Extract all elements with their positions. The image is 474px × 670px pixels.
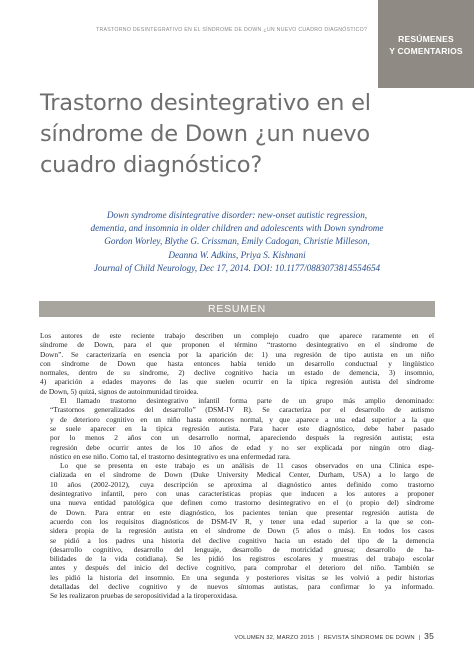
source-reference — [0, 209, 474, 275]
section-banner: RESUMEN — [39, 301, 435, 317]
body-line: normales, dentro de su síndrome, 2) declive cognitivo hacia un estado de demencia, 3) insomnio, — [40, 368, 434, 378]
footer-separator: | — [317, 635, 320, 641]
body-line: les pidió la historia del insomnio. En una segunda y posteriores visitas se les volvió a pedir historias — [50, 572, 434, 582]
body-line: 10 años (2002-2012), cuya descripción se aproxima al diagnóstico antes definido como trastorno — [50, 479, 434, 489]
body-line: con síndrome de Down que hasta entonces había tenido un desarrollo conductual y lingüístico — [40, 358, 434, 368]
body-line: bilidades de la vida cotidiana). Se les pidió los registros escolares y muestras del trabajo escolar — [50, 554, 434, 564]
body-line: detalladas del declive cognitivo y de nuevos síntomas autistas, para confirmar lo ya informado. — [50, 582, 434, 592]
body-line: Down”. Se caracterizaría en esencia por la aparición de: 1) una regresión de tipo autista en un niño — [40, 349, 434, 359]
body-paragraph — [40, 461, 434, 600]
body-line: antes y después del inicio del declive cognitivo, para comprobar el deterioro del niño. También se — [50, 563, 434, 573]
section-tab-line: RESÚMENES — [398, 34, 454, 44]
body-line: 4) aparición a edades mayores de las que suelen ocurrir en la típica regresión autista del síndrome — [40, 377, 434, 387]
body-line: acuerdo con los requisitos diagnósticos de DSM-IV R, y tener una edad superior a la que se con- — [50, 516, 434, 526]
body-line: cializada en el síndrome de Down (Duke University Medical Center, Durham, USA) a lo largo de — [50, 470, 434, 480]
footer-journal: REVISTA SÍNDROME DE DOWN — [323, 635, 415, 641]
body-line: de Down. Para entrar en este diagnóstico, los pacientes tenían que presentar regresión autista de — [50, 507, 434, 517]
body-line: Los autores de este reciente trabajo describen un complejo cuadro que aparece raramente en el — [40, 331, 434, 340]
body-line: regresión debe ocurrir antes de los 10 años de edad y no ser explicada por ningún otro diag- — [50, 442, 434, 452]
footer-separator: | — [418, 635, 421, 641]
body-text — [40, 331, 434, 601]
body-line: síndrome de Down, para el que proponen el término “trastorno desintegrativo en el síndrome de — [40, 340, 434, 350]
body-line: Lo que se presenta en este trabajo es un análisis de 11 casos observados en una Clínica espe- — [60, 461, 434, 471]
section-tab-line: Y COMENTARIOS — [389, 46, 463, 56]
reference-line: dementia, and insomnia in older children and adolescents with Down syndrome — [90, 223, 384, 234]
body-line: una nueva entidad patológica que definen como trastorno desintegrativo en el (o propio del) síndrome — [50, 498, 434, 508]
reference-line: Deanna W. Adkins, Priya S. Kishnani — [168, 249, 306, 260]
page-footer — [0, 631, 434, 641]
body-line: de Down, 5) quizá, signos de autoinmunidad tiroidea. — [40, 386, 199, 396]
body-line: Se les realizaron pruebas de seropositividad a la tiroperoxidasa. — [50, 591, 238, 601]
running-head: TRASTORNO DESINTEGRATIVO EN EL SÍNDROME DE DOWN ¿UN NUEVO CUADRO DIAGNÓSTICO? — [96, 27, 368, 33]
body-paragraph — [40, 331, 434, 396]
body-line: (desarrollo cognitivo, desarrollo del lenguaje, desarrollo de motricidad gruesa; desarrollo de ha- — [50, 544, 434, 554]
body-line: nóstico en ese niño. Como tal, el trastorno desintegrativo es una enfermedad rara. — [50, 451, 291, 461]
title-line: cuadro diagnóstico? — [40, 152, 263, 178]
body-line: sidera propia de la regresión autista en el síndrome de Down (5 años o más). En todos los casos — [50, 526, 434, 536]
section-tab — [378, 0, 474, 88]
footer-volume: VOLUMEN 32, MARZO 2015 — [234, 635, 315, 641]
body-line: desintegrativo infantil, pero con unas características propias que inducen a los autores a proponer — [50, 489, 434, 499]
title-line: Trastorno desintegrativo en el — [40, 90, 371, 116]
body-line: El llamado trastorno desintegrativo infantil forma parte de un grupo más amplio denominado: — [60, 396, 434, 406]
title-line: síndrome de Down ¿un nuevo — [40, 121, 370, 147]
reference-line: Gordon Worley, Blythe G. Crissman, Emily Cadogan, Christie Milleson, — [104, 236, 370, 247]
body-line: se suele aparecer en la típica regresión autista. Para hacer este diagnóstico, debe haber pasado — [50, 423, 434, 433]
body-line: y de deterioro cognitivo en un niño hasta entonces normal, y que aparece a una edad superior a la que — [50, 414, 434, 424]
page-number: 35 — [424, 631, 434, 641]
reference-line: Journal of Child Neurology, Dec 17, 2014. DOI: 10.1177/0883073814554654 — [93, 262, 381, 273]
body-line: por lo menos 2 años con un desarrollo normal, apareciendo después la regresión autista; esta — [50, 433, 434, 443]
body-line: “Trastornos generalizados del desarrollo” (DSM-IV R). Se caracteriza por el desarrollo de autismo — [50, 405, 434, 415]
reference-line: Down syndrome disintegrative disorder: new-onset autistic regression, — [106, 210, 368, 220]
body-paragraph — [40, 396, 434, 461]
article-title — [40, 88, 380, 181]
body-line: se pidió a los padres una historia del declive cognitivo hacia un estado del tipo de la demencia — [50, 535, 434, 545]
